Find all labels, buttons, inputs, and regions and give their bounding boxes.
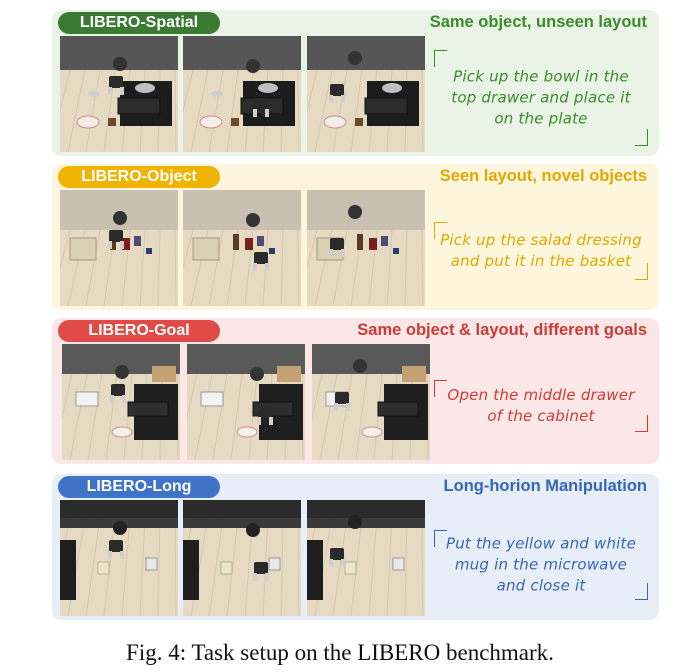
robot-joint	[250, 367, 264, 381]
frame-object-2	[183, 190, 301, 306]
scene-wall	[183, 36, 301, 70]
gripper-finger	[334, 403, 338, 411]
heading-libero-goal: Same object & layout, different goals	[357, 321, 647, 339]
scene-render	[60, 500, 178, 616]
counter-back	[183, 518, 301, 528]
instruction-line: and close it	[496, 576, 586, 595]
robot-joint	[348, 515, 362, 529]
small-box	[269, 248, 275, 254]
bowl	[135, 83, 155, 93]
scene-render	[187, 344, 305, 460]
box	[369, 238, 377, 250]
frame-goal-3	[312, 344, 430, 460]
heading-libero-spatial: Same object, unseen layout	[429, 13, 647, 31]
wine-rack	[277, 366, 301, 382]
block	[231, 118, 239, 126]
bowl	[211, 91, 223, 97]
can	[257, 236, 264, 246]
scene-wall	[183, 190, 301, 230]
instruction-line: of the cabinet	[487, 407, 595, 425]
instruction-line: mug in the microwave	[454, 555, 628, 574]
robot-joint	[113, 211, 127, 225]
yellow-white-mug	[221, 562, 232, 574]
white-mug	[269, 558, 280, 570]
panel-libero-object	[52, 164, 659, 310]
instruction-line: Open the middle drawer	[447, 386, 635, 404]
heading-libero-long: Long-horion Manipulation	[443, 477, 647, 495]
middle-drawer	[128, 402, 168, 416]
badge-libero-object: LIBERO-Object	[58, 166, 220, 188]
frame-goal-1	[62, 344, 180, 460]
gripper-finger	[253, 263, 257, 271]
panel-libero-goal	[52, 318, 659, 464]
drawer	[118, 98, 160, 114]
white-mug	[393, 558, 404, 570]
frame-long-2	[183, 500, 301, 616]
plate	[200, 116, 222, 128]
scene-render	[183, 190, 301, 306]
robot-joint	[113, 57, 127, 71]
frame-object-3	[307, 190, 425, 306]
scene-wall	[60, 500, 178, 518]
bottle	[357, 234, 363, 250]
instruction-box-object	[434, 222, 648, 280]
white-mug	[146, 558, 157, 570]
gripper-finger	[329, 95, 333, 103]
bowl	[88, 91, 100, 97]
instruction-text-object	[440, 230, 642, 272]
instruction-text-spatial	[440, 67, 642, 130]
instruction-text-goal	[440, 385, 642, 427]
gripper-finger	[120, 87, 124, 95]
scene-render	[307, 190, 425, 306]
robot-gripper	[254, 562, 268, 574]
gripper-finger	[120, 241, 124, 249]
frame-spatial-2	[183, 36, 301, 152]
yellow-white-mug	[98, 562, 109, 574]
frame-long-1	[60, 500, 178, 616]
robot-gripper	[330, 548, 344, 560]
instruction-box-spatial	[434, 50, 648, 146]
gripper-finger	[265, 109, 269, 117]
instruction-text-long	[440, 534, 642, 597]
counter-back	[307, 518, 425, 528]
plate	[112, 427, 132, 437]
bracket-top-left	[434, 50, 447, 67]
drawer	[365, 98, 407, 114]
frame-goal-2	[187, 344, 305, 460]
gripper-finger	[341, 95, 345, 103]
middle-drawer	[378, 402, 418, 416]
frame-object-1	[60, 190, 178, 306]
frame-spatial-1	[60, 36, 178, 152]
robot-gripper	[335, 392, 349, 404]
stove	[201, 392, 223, 406]
instruction-line: Pick up the bowl in the	[453, 67, 629, 86]
heading-libero-object: Seen layout, novel objects	[439, 167, 647, 185]
robot-gripper	[258, 406, 272, 418]
gripper-finger	[108, 551, 112, 559]
bracket-bottom-right	[635, 129, 648, 146]
gripper-finger	[108, 87, 112, 95]
instruction-box-goal	[434, 380, 648, 432]
scene-render	[62, 344, 180, 460]
gripper-finger	[110, 395, 114, 403]
can	[134, 236, 141, 246]
scene-render	[183, 500, 301, 616]
robot-gripper	[111, 384, 125, 396]
bowl	[382, 83, 402, 93]
gripper-finger	[269, 417, 273, 425]
scene-render	[307, 500, 425, 616]
gripper-finger	[257, 417, 261, 425]
plate	[77, 116, 99, 128]
plate	[362, 427, 382, 437]
plate	[237, 427, 257, 437]
gripper-finger	[346, 403, 350, 411]
counter-side	[183, 540, 199, 600]
gripper-finger	[122, 395, 126, 403]
robot-joint	[113, 521, 127, 535]
plate	[324, 116, 346, 128]
gripper-finger	[253, 573, 257, 581]
frame-long-3	[307, 500, 425, 616]
gripper-finger	[253, 109, 257, 117]
scene-render	[307, 36, 425, 152]
bottle	[233, 234, 239, 250]
figure-caption: Fig. 4: Task setup on the LIBERO benchmark.	[126, 640, 554, 665]
robot-gripper	[109, 230, 123, 242]
box	[245, 238, 253, 250]
robot-gripper	[254, 252, 268, 264]
basket	[193, 238, 219, 260]
scene-floor	[307, 518, 425, 616]
scene-render	[60, 190, 178, 306]
badge-libero-long: LIBERO-Long	[58, 476, 220, 498]
robot-joint	[246, 59, 260, 73]
scene-floor	[183, 518, 301, 616]
robot-gripper	[330, 238, 344, 250]
robot-gripper	[109, 76, 123, 88]
badge-libero-spatial: LIBERO-Spatial	[58, 12, 220, 34]
counter-side	[60, 540, 76, 600]
badge-libero-goal: LIBERO-Goal	[58, 320, 220, 342]
scene-wall	[307, 36, 425, 70]
instruction-line: top drawer and place it	[451, 88, 631, 107]
block	[108, 118, 116, 126]
scene-wall	[307, 500, 425, 518]
wine-rack	[402, 366, 426, 382]
gripper-finger	[108, 241, 112, 249]
small-box	[146, 248, 152, 254]
panel-libero-spatial	[52, 10, 659, 156]
scene-wall	[307, 190, 425, 230]
small-box	[393, 248, 399, 254]
instruction-box-long	[434, 530, 648, 600]
gripper-finger	[329, 249, 333, 257]
robot-gripper	[254, 98, 268, 110]
scene-render	[183, 36, 301, 152]
robot-joint	[353, 359, 367, 373]
gripper-finger	[329, 559, 333, 567]
panel-libero-long	[52, 474, 659, 620]
scene-render	[60, 36, 178, 152]
robot-gripper	[330, 84, 344, 96]
instruction-line: Pick up the salad dressing	[440, 231, 642, 249]
robot-gripper	[109, 540, 123, 552]
scene-render	[312, 344, 430, 460]
robot-joint	[115, 365, 129, 379]
gripper-finger	[265, 263, 269, 271]
scene-wall	[183, 500, 301, 518]
block	[355, 118, 363, 126]
robot-joint	[348, 205, 362, 219]
can	[381, 236, 388, 246]
robot-joint	[348, 51, 362, 65]
stove	[76, 392, 98, 406]
frame-spatial-3	[307, 36, 425, 152]
instruction-line: on the plate	[494, 109, 588, 128]
gripper-finger	[265, 573, 269, 581]
instruction-line: Put the yellow and white	[445, 534, 637, 553]
gripper-finger	[120, 551, 124, 559]
yellow-white-mug	[345, 562, 356, 574]
robot-joint	[246, 523, 260, 537]
instruction-line: and put it in the basket	[450, 252, 632, 270]
gripper-finger	[341, 559, 345, 567]
counter-side	[307, 540, 323, 600]
basket	[70, 238, 96, 260]
robot-joint	[246, 213, 260, 227]
wine-rack	[152, 366, 176, 382]
bowl	[258, 83, 278, 93]
gripper-finger	[341, 249, 345, 257]
